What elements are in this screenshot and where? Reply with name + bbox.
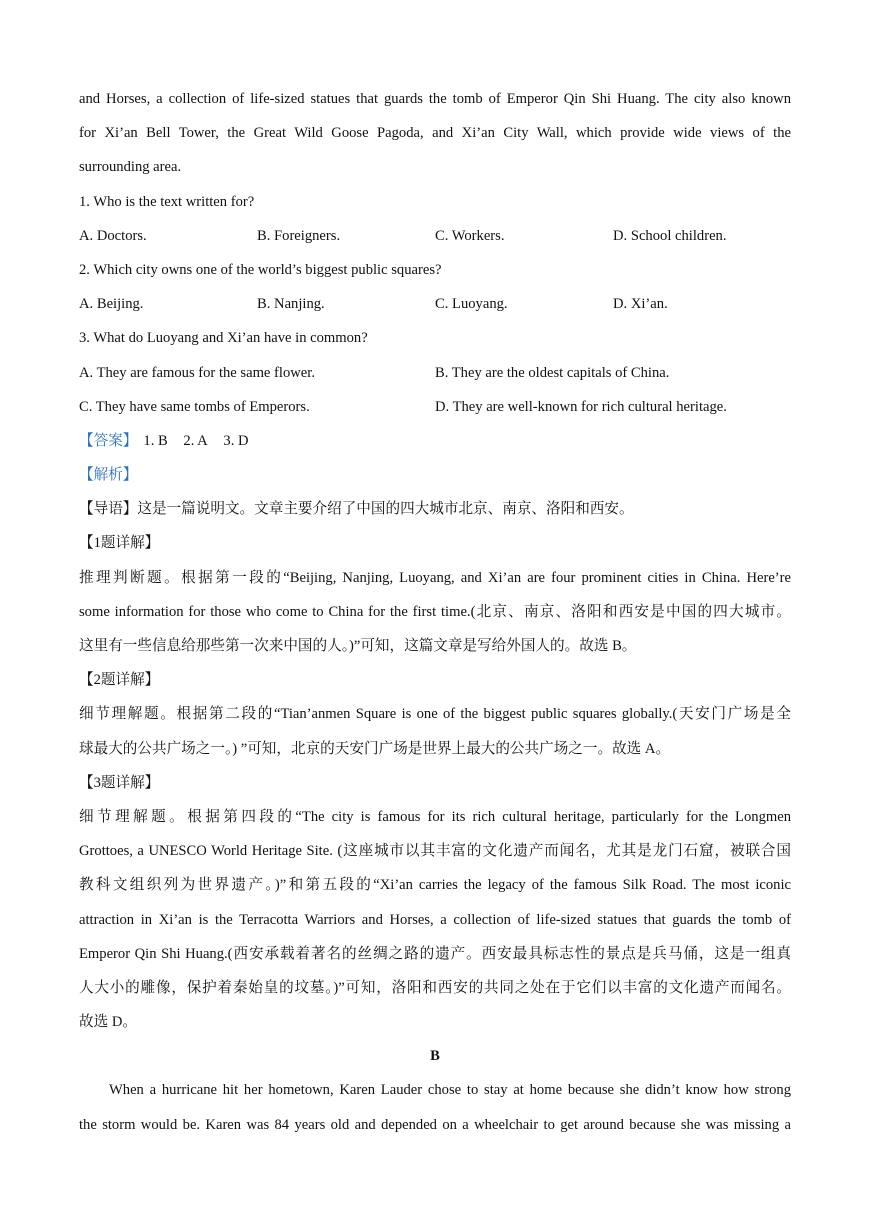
- option-a: A. Doctors.: [79, 227, 147, 244]
- q1-explanation: [79, 526, 791, 663]
- document-page: [79, 82, 791, 1142]
- explanation-title: 【1题详解】: [79, 535, 160, 552]
- question-stem: 2. Which city owns one of the world’s biggest public squares?: [79, 261, 442, 278]
- answer-item: 2. A: [183, 432, 208, 449]
- explanation-line: 人大小的雕像，保护着秦始皇的坟墓。)”可知，洛阳和西安的共同之处在于它们以丰富的文化遗产而闻名。: [79, 979, 791, 996]
- explanation-line: 这里有一些信息给那些第一次来中国的人。)”可知，这篇文章是写给外国人的。故选 B。: [79, 638, 637, 654]
- explanation-line: 细节理解题。根据第二段的“Tian’anmen Square is one of the biggest public squares globally.(天安门广场是全: [79, 706, 791, 723]
- question-options: [79, 287, 791, 321]
- option-b: B. Foreigners.: [257, 227, 341, 244]
- explanation-line: 球最大的公共广场之一。) ”可知，北京的天安门广场是世界上最大的公共广场之一。故选 A。: [79, 740, 671, 757]
- explanation-line: 细节理解题。根据第四段的“The city is famous for its rich cultural heritage, particularly for the Longmen: [79, 808, 791, 825]
- option-a: A. They are famous for the same flower.: [79, 364, 315, 381]
- answer-line: [79, 424, 791, 458]
- question-2: [79, 253, 791, 321]
- explanation-line: Grottoes, a UNESCO World Heritage Site. (这座城市以其丰富的文化遗产而闻名，尤其是龙门石窟，被联合国: [79, 843, 791, 860]
- passage-line: and Horses, a collection of life-sized statues that guards the tomb of Emperor Qin Shi Huang. The city also known: [79, 91, 791, 107]
- passage-line: for Xi’an Bell Tower, the Great Wild Goose Pagoda, and Xi’an City Wall, which provide wide views of the: [79, 125, 791, 142]
- answer-item: 3. D: [223, 432, 249, 449]
- question-options: [79, 356, 791, 390]
- explanation-line: 教科文组织列为世界遗产。)”和第五段的“Xi’an carries the legacy of the famous Silk Road. The most iconic: [79, 877, 791, 894]
- explanation-line: 推理判断题。根据第一段的“Beijing, Nanjing, Luoyang, and Xi’an are four prominent cities in China. Here’re: [79, 569, 791, 586]
- question-1: [79, 185, 791, 253]
- option-d: D. They are well-known for rich cultural heritage.: [435, 398, 727, 415]
- option-b: B. They are the oldest capitals of China.: [435, 364, 670, 381]
- question-3: [79, 321, 791, 424]
- section-b: [79, 1039, 791, 1142]
- explanation-title: 【3题详解】: [79, 774, 160, 791]
- q3-explanation: [79, 766, 791, 1040]
- option-c: C. Luoyang.: [435, 296, 508, 313]
- passage-line: When a hurricane hit her hometown, Karen Lauder chose to stay at home because she didn’t know how strong: [109, 1082, 791, 1099]
- passage-end: [79, 82, 791, 185]
- question-stem: 1. Who is the text written for?: [79, 193, 255, 210]
- option-d: D. Xi’an.: [613, 296, 668, 313]
- explanation-line: 故选 D。: [79, 1014, 137, 1031]
- question-stem: 3. What do Luoyang and Xi’an have in common?: [79, 330, 368, 347]
- option-d: D. School children.: [613, 227, 727, 244]
- question-options: [79, 390, 791, 424]
- analysis-label: 【解析】: [79, 467, 138, 484]
- q2-explanation: [79, 663, 791, 766]
- explanation-title: 【2题详解】: [79, 672, 160, 689]
- answer-item: 1. B: [143, 432, 168, 449]
- section-heading: B: [430, 1048, 440, 1065]
- option-c: C. Workers.: [435, 227, 505, 244]
- explanation-line: Emperor Qin Shi Huang.(西安承载着著名的丝绸之路的遗产。西安最具标志性的景点是兵马俑，这是一组真: [79, 945, 791, 962]
- passage-line: the storm would be. Karen was 84 years old and depended on a wheelchair to get around because she was missing a: [79, 1116, 791, 1133]
- option-a: A. Beijing.: [79, 296, 144, 313]
- answer-label: 【答案】: [79, 432, 138, 449]
- guide-text: 【导语】这是一篇说明文。文章主要介绍了中国的四大城市北京、南京、洛阳和西安。: [79, 501, 634, 518]
- passage-line: surrounding area.: [79, 159, 182, 176]
- option-b: B. Nanjing.: [257, 296, 325, 313]
- explanation-line: some information for those who come to China for the first time.(北京、南京、洛阳和西安是中国的四大城市。: [79, 603, 791, 620]
- question-options: [79, 219, 791, 253]
- explanation-line: attraction in Xi’an is the Terracotta Warriors and Horses, a collection of life-sized statues that guards the tomb of: [79, 911, 791, 928]
- option-c: C. They have same tombs of Emperors.: [79, 398, 310, 415]
